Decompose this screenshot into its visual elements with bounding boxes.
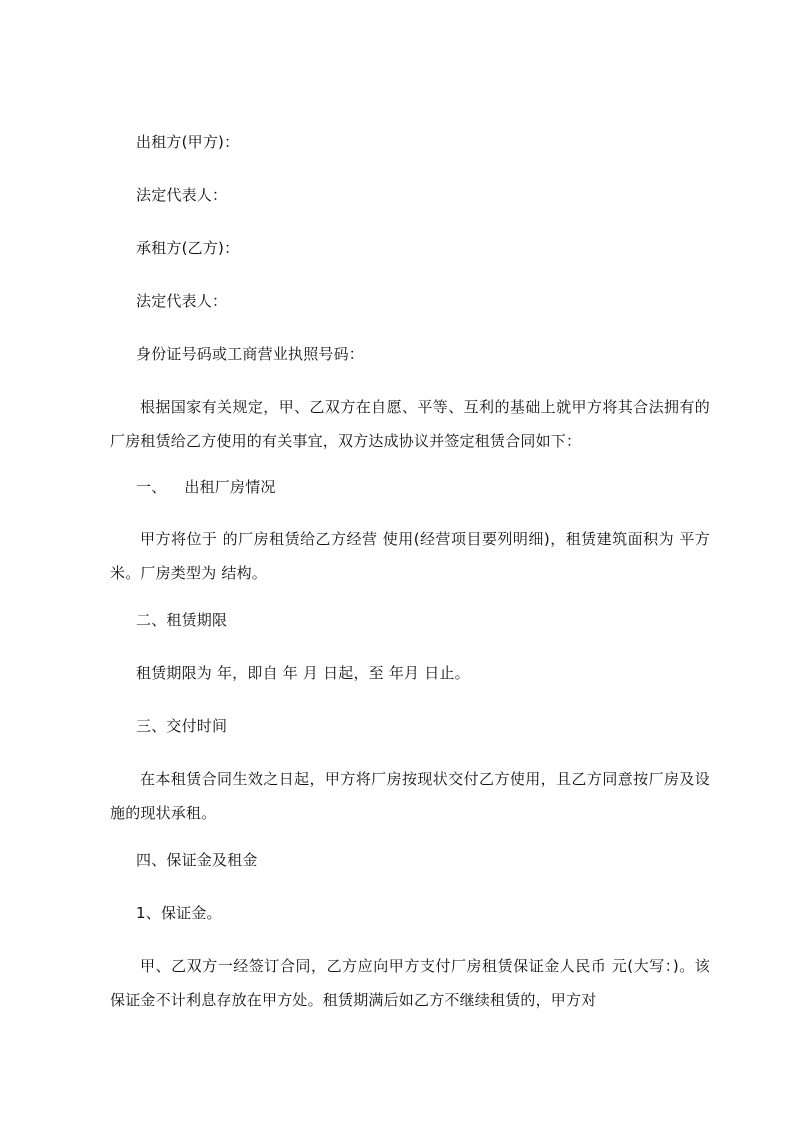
section-1-number: 一、 <box>136 478 167 496</box>
section-1-title: 出租厂房情况 <box>184 478 276 496</box>
section-2-heading: 二、租赁期限 <box>136 611 228 629</box>
section-3-heading: 三、交付时间 <box>136 717 228 735</box>
id-number-label: 身份证号码或工商营业执照号码： <box>136 345 365 363</box>
intro-paragraph: 根据国家有关规定，甲、乙双方在自愿、平等、互利的基础上就甲方将其合法拥有的厂房租赁给乙方使用的有关事宜，双方达成协议并签定租赁合同如下： <box>110 398 710 450</box>
section-2-body: 租赁期限为 年，即自 年 月 日起，至 年月 日止。 <box>136 664 470 682</box>
section-4-item-1-body: 甲、乙双方一经签订合同，乙方应向甲方支付厂房租赁保证金人民币 元(大写：)。该保证金不计利息存放在甲方处。租赁期满后如乙方不继续租赁的，甲方对 <box>110 957 710 1009</box>
lessee-label: 承租方(乙方)： <box>136 239 240 257</box>
lessee-representative-label: 法定代表人： <box>136 292 228 310</box>
section-4-heading: 四、保证金及租金 <box>136 851 258 869</box>
section-3-body: 在本租赁合同生效之日起，甲方将厂房按现状交付乙方使用，且乙方同意按厂房及设施的现状承租。 <box>110 770 710 822</box>
section-4-item-1-title: 1、保证金。 <box>136 904 222 922</box>
section-1-heading <box>136 477 276 497</box>
section-1-body: 甲方将位于 的厂房租赁给乙方经营 使用(经营项目要列明细)，租赁建筑面积为 平方米。厂房类型为 结构。 <box>110 530 710 582</box>
lessor-label: 出租方(甲方)： <box>136 133 240 151</box>
lessor-representative-label: 法定代表人： <box>136 186 228 204</box>
